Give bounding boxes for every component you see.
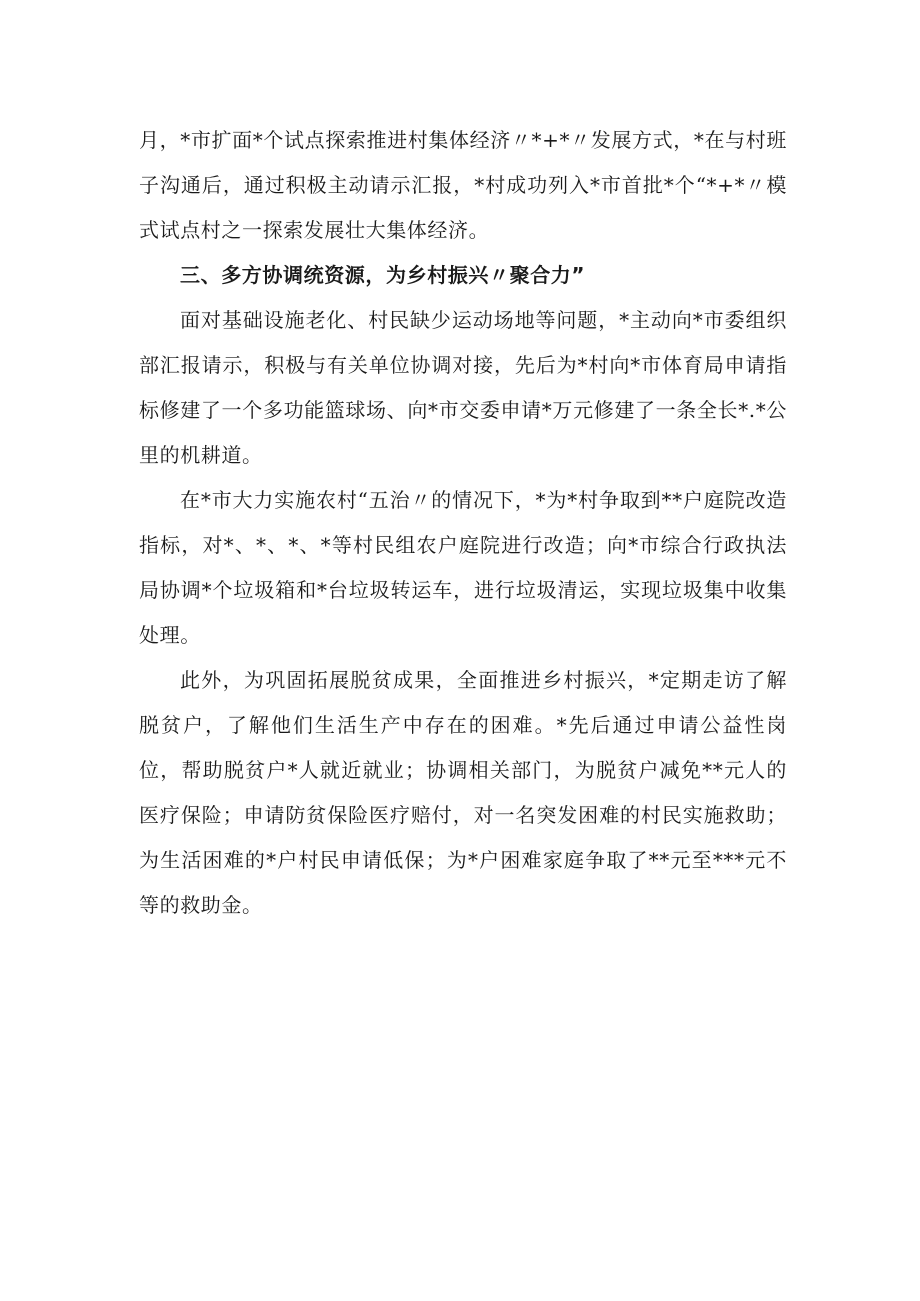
paragraph-continuation: 月，*市扩面*个试点探索推进村集体经济〃*+*〃发展方式，*在与村班子沟通后，通过积极主动请示汇报，*村成功列入*市首批*个“*+*〃模式试点村之一探索发展壮大集体经济。 (139, 128, 787, 242)
paragraph-infrastructure: 面对基础设施老化、村民缺少运动场地等问题，*主动向*市委组织部汇报请示，积极与有关单位协调对接，先后为*村向*市体育局申请指标修建了一个多功能篮球场、向*市交委申请*万元修建了一条全长*.*公里的机耕道。 (139, 308, 787, 467)
document-body (139, 118, 787, 928)
paragraph-courtyard-renovation: 在*市大力实施农村“五治〃的情况下，*为*村争取到**户庭院改造指标，对*、*、*、*等村民组农户庭院进行改造；向*市综合行政执法局协调*个垃圾箱和*台垃圾转运车，进行垃圾清运，实现垃圾集中收集处理。 (139, 488, 787, 647)
paragraph-poverty-alleviation: 此外，为巩固拓展脱贫成果，全面推进乡村振兴，*定期走访了解脱贫户，了解他们生活生产中存在的困难。*先后通过申请公益性岗位，帮助脱贫户*人就近就业；协调相关部门，为脱贫户减免**元人的医疗保险；申请防贫保险医疗赔付，对一名突发困难的村民实施救助；为生活困难的*户村民申请低保；为*户困难家庭争取了**元至***元不等的救助金。 (139, 668, 787, 917)
section-heading-three: 三、多方协调统资源，为乡村振兴〃聚合力” (180, 263, 586, 287)
